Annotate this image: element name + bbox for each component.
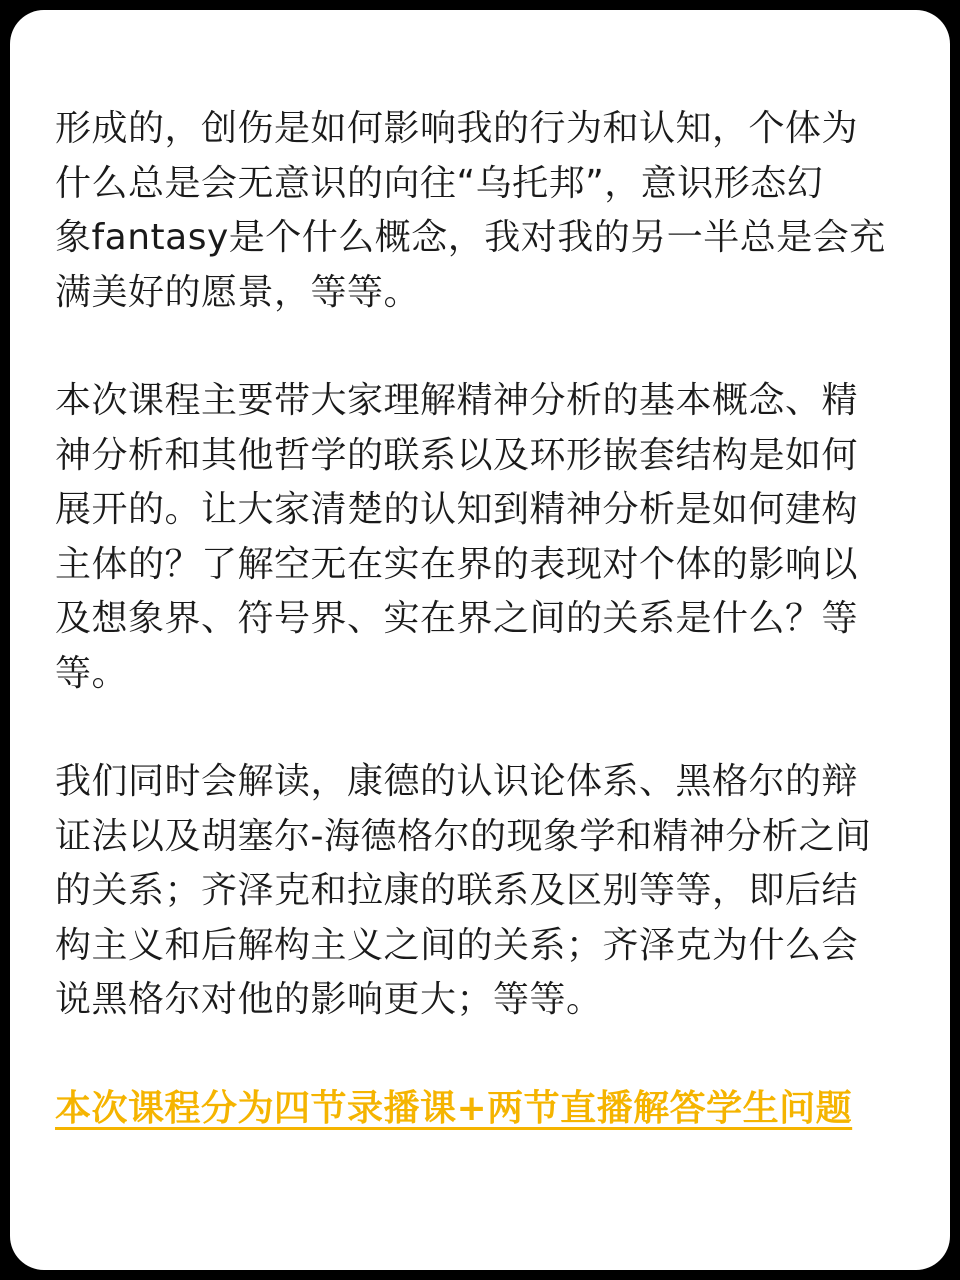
paragraph-1 [55, 102, 911, 320]
paragraph-line: 什么总是会无意识的向往“乌托邦”，意识形态幻 [55, 162, 824, 204]
highlight-paragraph [55, 1082, 911, 1137]
paragraph-line: 构主义和后解构主义之间的关系；齐泽克为什么会 [55, 924, 859, 966]
paragraph-line: 证法以及胡塞尔-海德格尔的现象学和精神分析之间 [55, 815, 872, 857]
content-card [10, 10, 950, 1270]
paragraph-line: 形成的，创伤是如何影响我的行为和认知，个体为 [55, 108, 859, 149]
paragraph-line: 本次课程主要带大家理解精神分析的基本概念、精 [55, 380, 859, 421]
article-body [55, 102, 911, 1136]
paragraph-line: 的关系；齐泽克和拉康的联系及区别等等，即后结 [55, 870, 859, 911]
paragraph-line: 象fantasy是个什么概念，我对我的另一半总是会充 [55, 217, 886, 258]
paragraph-line: 主体的？了解空无在实在界的表现对个体的影响以 [55, 543, 859, 585]
paragraph-spacer [55, 1028, 911, 1082]
paragraph-line: 及想象界、符号界、实在界之间的关系是什么？等 [55, 598, 859, 639]
paragraph-line: 我们同时会解读，康德的认识论体系、黑格尔的辩 [55, 761, 859, 802]
paragraph-line: 等。 [55, 652, 129, 694]
paragraph-line: 展开的。让大家清楚的认知到精神分析是如何建构 [55, 489, 859, 530]
paragraph-2 [55, 374, 911, 701]
paragraph-spacer [55, 701, 911, 755]
paragraph-line: 神分析和其他哲学的联系以及环形嵌套结构是如何 [55, 434, 859, 476]
course-format-highlight: 本次课程分为四节录播课+两节直播解答学生问题 [55, 1087, 853, 1129]
paragraph-spacer [55, 320, 911, 374]
paragraph-line: 满美好的愿景，等等。 [55, 271, 421, 313]
paragraph-line: 说黑格尔对他的影响更大；等等。 [55, 979, 603, 1020]
paragraph-3 [55, 755, 911, 1028]
